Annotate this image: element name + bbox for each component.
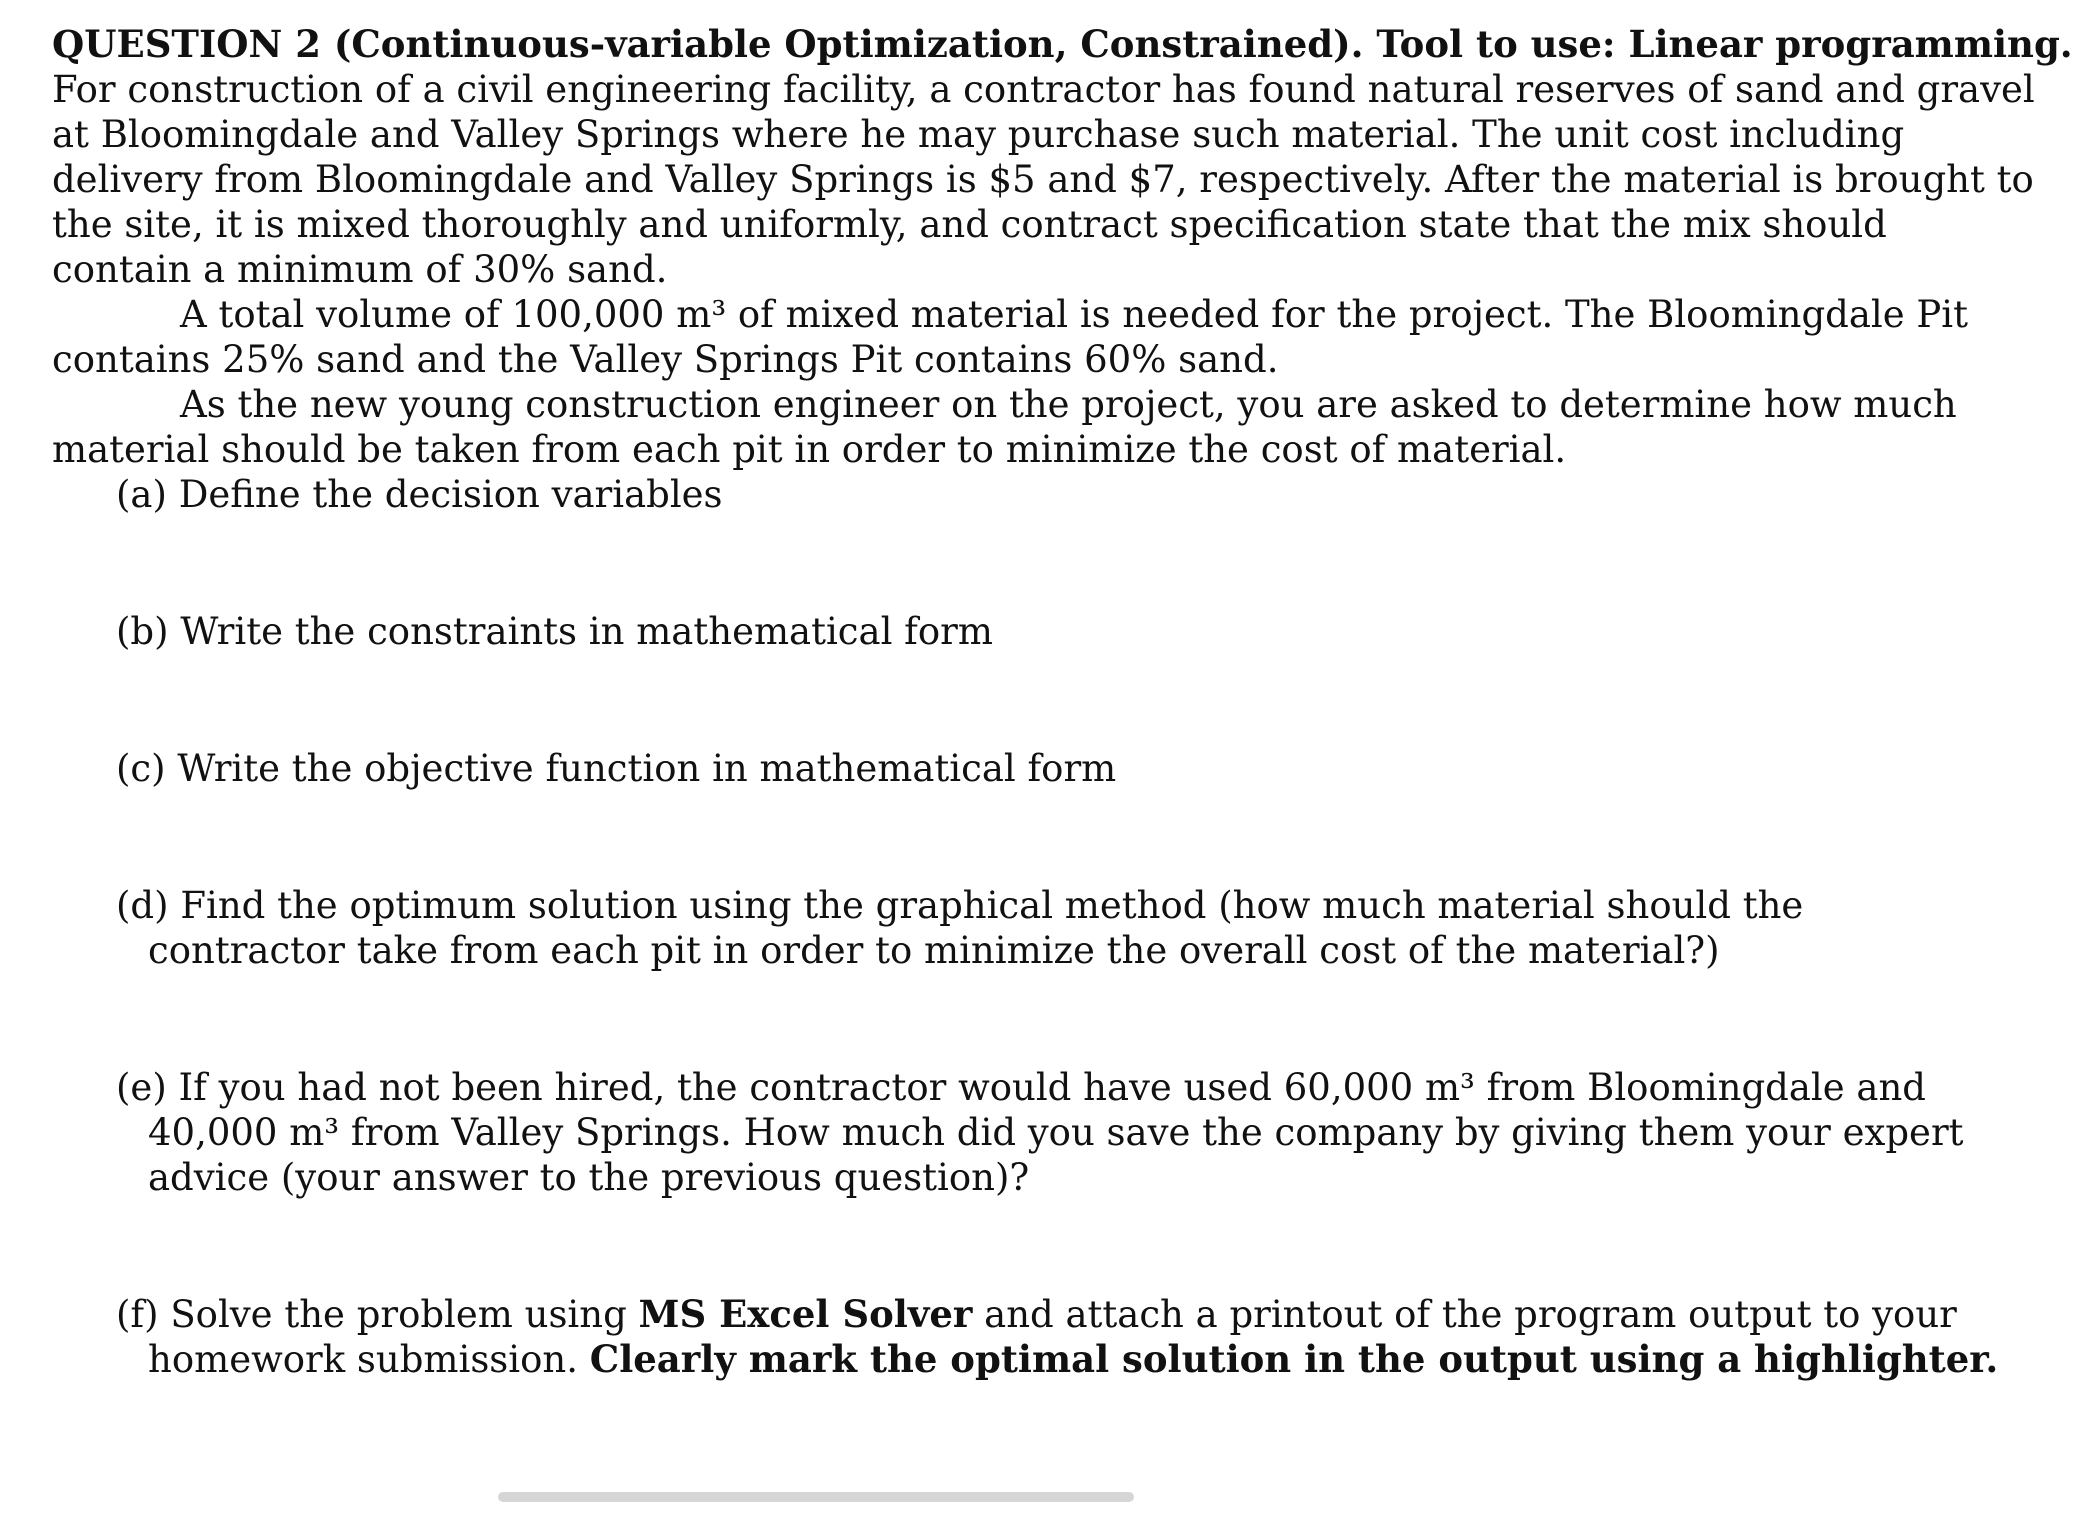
part-f-text: (f) Solve the problem using — [116, 1293, 639, 1336]
part-d — [52, 883, 1804, 973]
volume-line: A total volume of 100,000 m³ of mixed material is needed for the project. The Bloomingdale Pit — [180, 293, 1968, 336]
part-b: (b) Write the constraints in mathematical form — [116, 610, 993, 653]
task-line: As the new young construction engineer on the project, you are asked to determine how much — [180, 383, 1957, 426]
intro-paragraph — [52, 67, 2035, 292]
question-document — [52, 22, 2073, 1382]
part-e-line: 40,000 m³ from Valley Springs. How much did you save the company by giving them your expert — [148, 1111, 1964, 1154]
part-f-text: homework submission. — [148, 1338, 590, 1381]
intro-line: at Bloomingdale and Valley Springs where he may purchase such material. The unit cost including — [52, 113, 1905, 156]
part-f-line-2 — [52, 1337, 1999, 1382]
part-c: (c) Write the objective function in mathematical form — [116, 747, 1117, 790]
intro-line: delivery from Bloomingdale and Valley Springs is $5 and $7, respectively. After the material is brought to — [52, 158, 2034, 201]
intro-line: contain a minimum of 30% sand. — [52, 248, 668, 291]
part-e — [52, 1065, 1964, 1200]
question-title: QUESTION 2 (Continuous-variable Optimization, Constrained). Tool to use: Linear programming. — [52, 22, 2073, 66]
intro-line: the site, it is mixed thoroughly and uniformly, and contract specification state that the mix should — [52, 203, 1887, 246]
part-d-line: contractor take from each pit in order to minimize the overall cost of the material?) — [148, 929, 1720, 972]
volume-line: contains 25% sand and the Valley Springs Pit contains 60% sand. — [52, 338, 1279, 381]
part-e-line: advice (your answer to the previous question)? — [148, 1156, 1030, 1199]
part-f-text: and attach a printout of the program output to your — [972, 1293, 1957, 1336]
intro-line: For construction of a civil engineering facility, a contractor has found natural reserves of sand and gravel — [52, 68, 2035, 111]
task-line: material should be taken from each pit in order to minimize the cost of material. — [52, 428, 1567, 471]
task-paragraph — [52, 382, 1957, 472]
part-f-instruction: Clearly mark the optimal solution in the output using a highlighter. — [589, 1337, 1999, 1381]
part-f-tool-name: MS Excel Solver — [638, 1292, 973, 1336]
part-f-line-1 — [52, 1292, 1957, 1337]
horizontal-scrollbar[interactable] — [498, 1492, 1134, 1502]
part-e-line: (e) If you had not been hired, the contractor would have used 60,000 m³ from Bloomingdale and — [116, 1066, 1926, 1109]
part-f — [52, 1292, 1999, 1382]
part-d-line: (d) Find the optimum solution using the graphical method (how much material should the — [116, 884, 1804, 927]
part-a: (a) Define the decision variables — [116, 473, 723, 516]
volume-paragraph — [52, 292, 1968, 382]
